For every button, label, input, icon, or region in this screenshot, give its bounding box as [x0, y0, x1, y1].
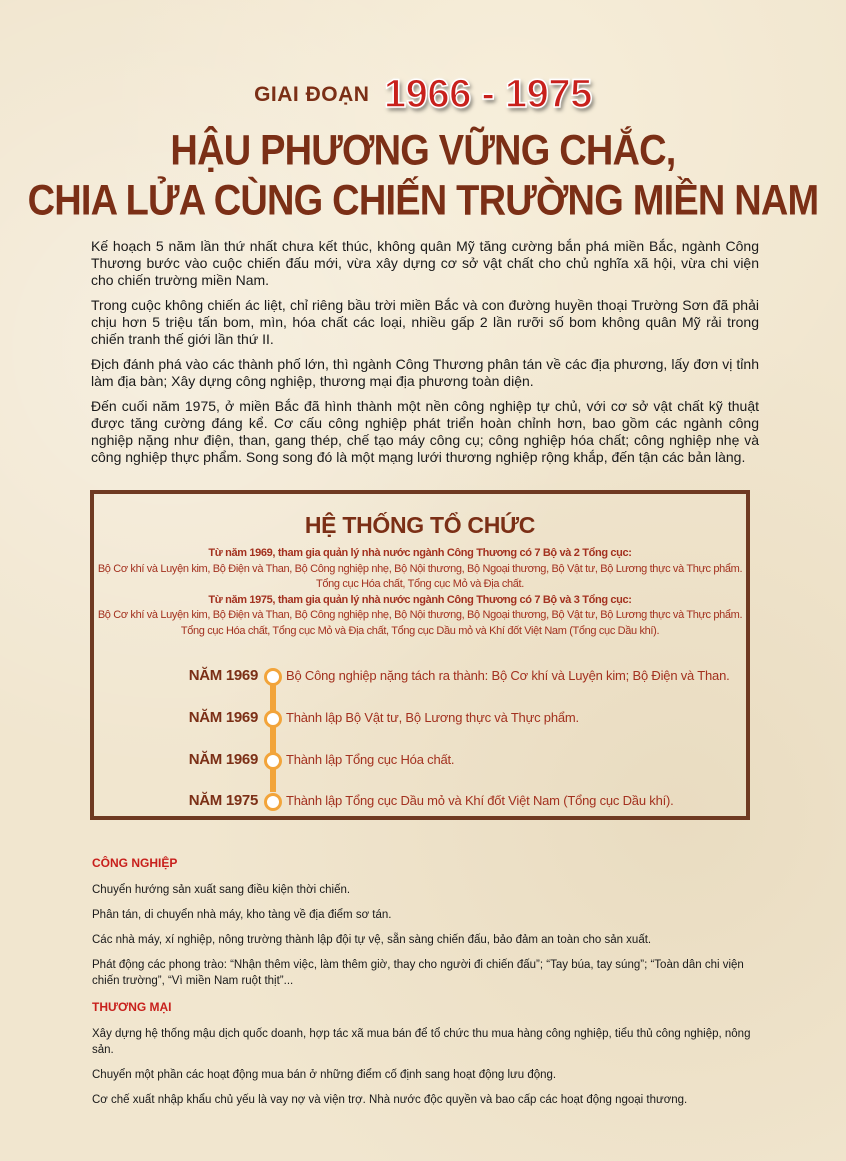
- org-line-heading: Từ năm 1975, tham gia quản lý nhà nước ngành Công Thương có 7 Bộ và 3 Tổng cục:: [208, 593, 632, 606]
- industry-title: CÔNG NGHIỆP: [92, 856, 178, 870]
- page-title-line-1: HẬU PHƯƠNG VỮNG CHẮC,: [170, 127, 676, 175]
- trade-item: Chuyển một phần các hoạt động mua bán ở những điểm cố định sang hoạt động lưu động.: [92, 1069, 557, 1081]
- org-line: Bộ Cơ khí và Luyện kim, Bộ Điện và Than, Bộ Công nghiệp nhẹ, Bộ Nội thương, Bộ Ngoại thương, Bộ Vật tư, Bộ Lương thực và Thực phẩm.: [97, 562, 743, 575]
- organization-box: [90, 490, 750, 820]
- org-line: Bộ Cơ khí và Luyện kim, Bộ Điện và Than, Bộ Công nghiệp nhẹ, Bộ Nội thương, Bộ Ngoại thương, Bộ Vật tư, Bộ Lương thực và Thực phẩm.: [97, 609, 743, 621]
- timeline-dot-icon: [264, 752, 282, 770]
- timeline-dot-icon: [264, 710, 282, 728]
- timeline-year: NĂM 1975: [188, 792, 258, 809]
- intro-text: [91, 238, 759, 474]
- organization-description: [94, 546, 746, 639]
- timeline-dot-icon: [264, 668, 282, 686]
- stage-years: 1966 - 1975: [383, 72, 592, 116]
- page-title-line-2: CHIA LỬA CÙNG CHIẾN TRƯỜNG MIỀN NAM: [27, 177, 819, 225]
- trade-item: Cơ chế xuất nhập khẩu chủ yếu là vay nợ và viện trợ. Nhà nước độc quyền và bao cấp các hoạt động ngoại thương.: [92, 1094, 688, 1106]
- industry-item: Các nhà máy, xí nghiệp, nông trường thành lập đội tự vệ, sẵn sàng chiến đấu, bảo đảm an toàn cho sản xuất.: [92, 934, 652, 946]
- intro-paragraph: Địch đánh phá vào các thành phố lớn, thì ngành Công Thương phân tán về các địa phương, lấy đơn vị tỉnh làm địa bàn; Xây dựng công nghiệp, thương mại địa phương toàn diện.: [91, 356, 759, 389]
- organization-title: HỆ THỐNG TỔ CHỨC: [304, 512, 536, 538]
- org-line: Tổng cục Hóa chất, Tổng cục Mỏ và Địa chất.: [316, 578, 524, 590]
- timeline-item: [94, 789, 746, 813]
- trade-section: [92, 1000, 762, 1117]
- timeline: [94, 654, 746, 809]
- industry-section: [92, 856, 762, 998]
- timeline-text: Thành lập Tổng cục Hóa chất.: [286, 752, 455, 767]
- timeline-text: Thành lập Tổng cục Dầu mỏ và Khí đốt Việt Nam (Tổng cục Dầu khí).: [286, 793, 674, 808]
- timeline-text: Bộ Công nghiệp nặng tách ra thành: Bộ Cơ khí và Luyện kim; Bộ Điện và Than.: [286, 668, 730, 683]
- timeline-year: NĂM 1969: [188, 751, 258, 768]
- timeline-dot-icon: [264, 793, 282, 811]
- org-line: Tổng cục Hóa chất, Tổng cục Mỏ và Địa chất, Tổng cục Dầu mỏ và Khí đốt Việt Nam (Tổng cục Dầu khí).: [180, 624, 660, 637]
- stage-heading: [0, 72, 846, 117]
- intro-paragraph: Trong cuộc không chiến ác liệt, chỉ riêng bầu trời miền Bắc và con đường huyền thoại Trường Sơn đã phải chịu hơn 5 triệu tấn bom, mìn, hóa chất các loại, nhiều gấp 2 lần rưỡi số bom không quân Mỹ rải trong chiến tranh thế giới lần thứ II.: [91, 297, 759, 347]
- timeline-text: Thành lập Bộ Vật tư, Bộ Lương thực và Thực phẩm.: [286, 710, 579, 725]
- timeline-item: [94, 664, 746, 688]
- stage-label: GIAI ĐOẠN: [254, 82, 370, 106]
- industry-item: Phát động các phong trào: “Nhận thêm việc, làm thêm giờ, thay cho người đi chiến đấu”; “Tay búa, tay súng”; “Toàn dân chi viện chiến trường”, “Vì miền Nam ruột thịt”...: [92, 959, 744, 987]
- timeline-connector: [270, 674, 276, 792]
- intro-paragraph: Đến cuối năm 1975, ở miền Bắc đã hình thành một nền công nghiệp tự chủ, với cơ sở vật chất kỹ thuật được tăng cường đáng kể. Cơ cấu công nghiệp phát triển hoàn chỉnh hơn, bao gồm các ngành công nghiệp nặng như điện, than, gang thép, chế tạo máy công cụ; công nghiệp hóa chất; công nghiệp nhẹ và công nghiệp thực phẩm. Song song đó là một mạng lưới thương nghiệp rộng khắp, đến tận các bản làng.: [91, 398, 759, 465]
- trade-item: Xây dựng hệ thống mậu dịch quốc doanh, hợp tác xã mua bán để tổ chức thu mua hàng công nghiệp, tiểu thủ công nghiệp, nông sản.: [92, 1028, 751, 1056]
- timeline-item: [94, 748, 746, 772]
- timeline-year: NĂM 1969: [188, 667, 258, 684]
- industry-item: Chuyển hướng sản xuất sang điều kiện thời chiến.: [92, 884, 351, 896]
- timeline-item: [94, 706, 746, 730]
- industry-item: Phân tán, di chuyển nhà máy, kho tàng về địa điểm sơ tán.: [92, 909, 392, 921]
- trade-title: THƯƠNG MẠI: [92, 1000, 172, 1014]
- intro-paragraph: Kế hoạch 5 năm lần thứ nhất chưa kết thúc, không quân Mỹ tăng cường bắn phá miền Bắc, ngành Công Thương bước vào cuộc chiến đấu mới, vừa xây dựng cơ sở vật chất cho chủ nghĩa xã hội, vừa chi viện cho chiến trường miền Nam.: [91, 238, 759, 288]
- timeline-year: NĂM 1969: [188, 709, 258, 726]
- org-line-heading: Từ năm 1969, tham gia quản lý nhà nước ngành Công Thương có 7 Bộ và 2 Tổng cục:: [208, 547, 632, 559]
